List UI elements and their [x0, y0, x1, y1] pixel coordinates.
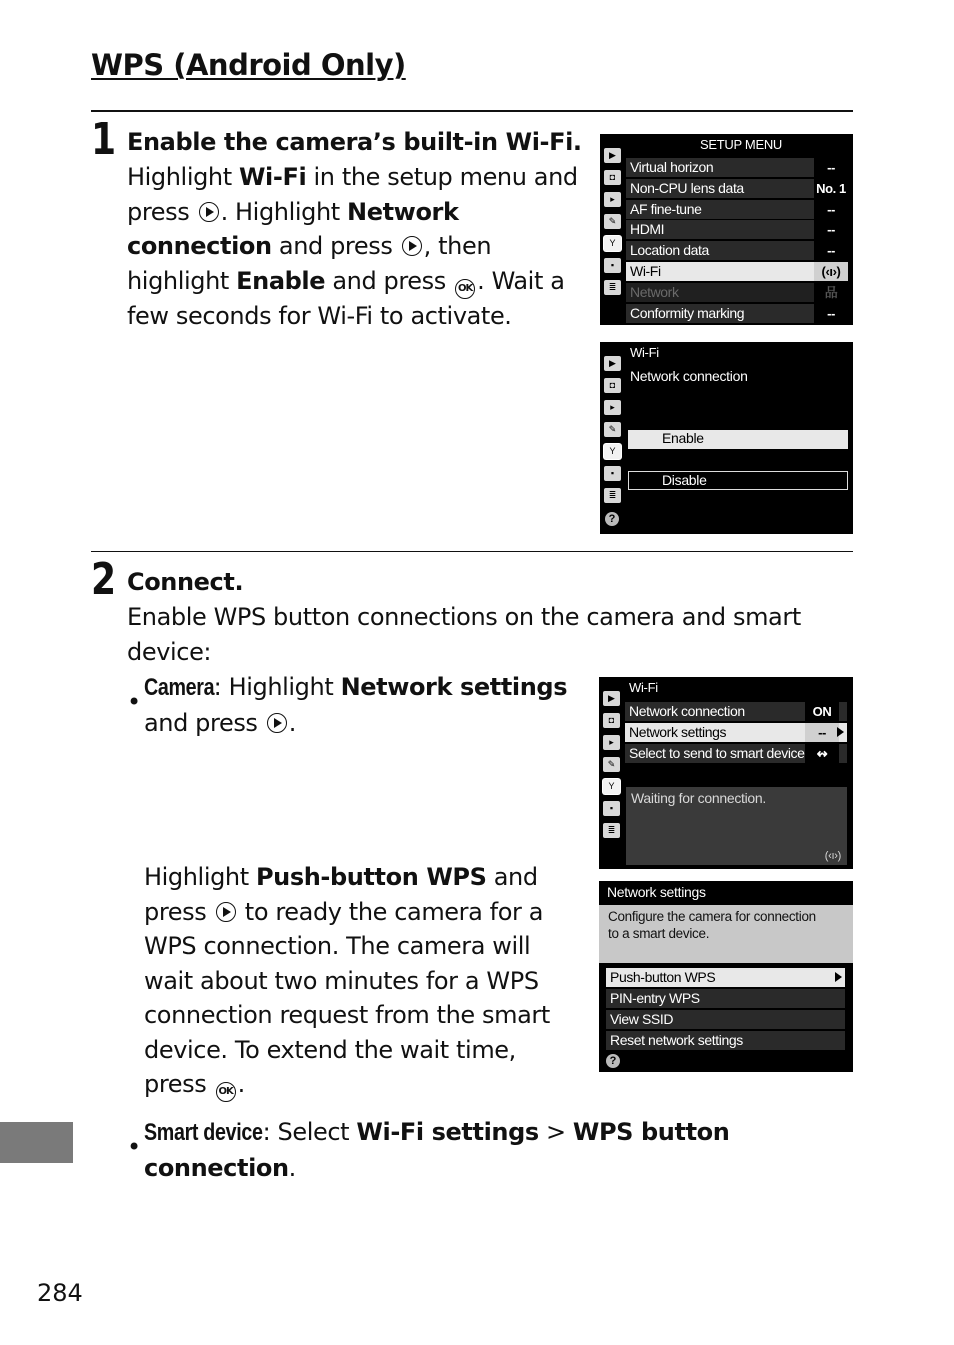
movie-menu-icon: ▸ — [604, 192, 621, 207]
my-menu-icon: ≣ — [603, 823, 620, 838]
menu-item-value: (‹ı›) — [814, 262, 848, 281]
text-line: wait about two minutes for a WPS — [144, 966, 539, 995]
retouch-menu-icon: ▪ — [603, 801, 620, 816]
wifi-network-settings-screen — [599, 677, 853, 869]
submenu-arrow-icon — [837, 727, 844, 737]
custom-settings-icon: ✎ — [603, 757, 620, 772]
menu-item-push-button-wps[interactable]: Push-button WPS — [606, 968, 845, 987]
chapter-tab — [0, 1122, 73, 1163]
bullet-camera: • — [127, 688, 142, 716]
screen-header: Wi-Fi — [629, 680, 658, 695]
menu-item-value: ↭ — [805, 744, 839, 763]
playback-menu-icon: ▶ — [604, 356, 621, 371]
screen-header: SETUP MENU — [700, 137, 782, 152]
multi-selector-right-icon — [216, 902, 236, 922]
movie-menu-icon: ▸ — [603, 735, 620, 750]
playback-menu-icon: ▶ — [603, 691, 620, 706]
menu-item-network-settings[interactable] — [625, 723, 847, 742]
menu-item-value: ON — [805, 702, 839, 721]
my-menu-icon: ≣ — [604, 280, 621, 295]
screen-header: Wi-Fi — [630, 345, 659, 360]
submenu-arrow-icon — [835, 972, 842, 982]
step-1-title: Enable the camera’s built-in Wi-Fi. — [127, 128, 582, 156]
option-enable[interactable]: Enable — [628, 430, 848, 449]
menu-sidebar — [600, 134, 624, 325]
menu-item-value: 品 — [814, 283, 848, 302]
wifi-signal-icon: (‹ı›) — [824, 850, 841, 862]
bullet-smart-device: • — [127, 1133, 142, 1161]
my-menu-icon: ≣ — [604, 488, 621, 503]
text-line: press OK . — [144, 1067, 550, 1102]
step-rule — [91, 551, 853, 552]
menu-item-label: Network connection — [629, 703, 745, 719]
menu-item-label: AF fine-tune — [630, 200, 702, 217]
smart-device-label: Smart device — [144, 1119, 263, 1146]
menu-item-value: -- — [814, 304, 848, 323]
wps-instruction — [144, 860, 550, 1102]
multi-selector-right-icon — [199, 202, 219, 222]
step-2-intro: Enable WPS button connections on the camera and smart device: — [127, 603, 801, 666]
menu-item-label: Non-CPU lens data — [630, 179, 744, 196]
step-1-number: 1 — [91, 114, 115, 165]
shooting-menu-icon: ◘ — [603, 713, 620, 728]
text-line: device. To extend the wait time, — [144, 1035, 516, 1064]
page-number: 284 — [37, 1279, 83, 1307]
menu-item-virtual-horizon[interactable] — [626, 158, 848, 177]
description-panel: Configure the camera for connection to a smart device. — [599, 905, 853, 963]
text-line: press to ready the camera for a — [144, 897, 544, 926]
movie-menu-icon: ▸ — [604, 400, 621, 415]
text-line: few seconds for Wi-Fi to activate. — [127, 301, 512, 330]
option-disable[interactable]: Disable — [628, 471, 848, 490]
text-line: connection request from the smart — [144, 1001, 550, 1029]
multi-selector-right-icon — [267, 713, 287, 733]
menu-item-non-cpu-lens-data[interactable] — [626, 179, 848, 198]
multi-selector-right-icon — [402, 236, 422, 256]
section-title: WPS (Android Only) — [91, 48, 406, 82]
menu-item-label: Location data — [630, 242, 709, 259]
status-panel — [626, 787, 847, 865]
menu-item-value: No. 1 — [814, 179, 848, 198]
menu-item-network-connection[interactable] — [625, 702, 847, 721]
wifi-network-connection-screen — [600, 342, 853, 534]
menu-item-af-fine-tune[interactable] — [626, 200, 848, 219]
menu-item-select-to-send-to-smart-device[interactable] — [625, 744, 847, 763]
text-line: WPS connection. The camera will — [144, 932, 531, 960]
menu-item-view-ssid[interactable]: View SSID — [606, 1010, 845, 1029]
help-icon: ? — [606, 1054, 620, 1068]
menu-sidebar — [600, 342, 624, 534]
text-line: highlight Enable and press OK . Wait a — [127, 264, 578, 299]
menu-item-pin-entry-wps[interactable]: PIN-entry WPS — [606, 989, 845, 1008]
menu-item-label: Select to send to smart device — [629, 745, 805, 761]
retouch-menu-icon: ▪ — [604, 258, 621, 273]
step-2-title: Connect. — [127, 568, 244, 596]
custom-settings-icon: ✎ — [604, 214, 621, 229]
camera-instruction: Camera: Highlight Network settings and press . — [144, 673, 568, 737]
menu-item-label: Conformity marking — [630, 304, 745, 321]
menu-item-location-data[interactable] — [626, 241, 848, 260]
setup-menu-icon: Y — [603, 779, 620, 794]
setup-menu-icon: Y — [604, 236, 621, 251]
shooting-menu-icon: ◘ — [604, 170, 621, 185]
title-rule — [91, 110, 853, 112]
menu-item-label: Wi-Fi — [630, 263, 661, 279]
retouch-menu-icon: ▪ — [604, 466, 621, 481]
menu-item-network[interactable] — [626, 283, 848, 302]
step-2-number: 2 — [91, 554, 115, 605]
menu-item-label: Network settings — [629, 724, 727, 740]
step-1-text — [127, 160, 578, 333]
menu-item-value: -- — [805, 723, 839, 742]
menu-item-conformity-marking[interactable] — [626, 304, 848, 323]
menu-sidebar — [599, 677, 623, 869]
screen-subheader: Network connection — [630, 368, 748, 384]
menu-item-value: -- — [814, 200, 848, 219]
menu-item-value: -- — [814, 158, 848, 177]
ok-button-icon: OK — [216, 1082, 236, 1102]
text-line: Highlight Push-button WPS and — [144, 863, 538, 891]
ok-button-icon: OK — [455, 279, 475, 299]
status-text: Waiting for connection. — [631, 790, 766, 806]
screen-header: Network settings — [607, 884, 706, 900]
menu-item-value: -- — [814, 220, 848, 239]
smart-device-instruction: Smart device: Select Wi-Fi settings > WPS button connection. — [144, 1118, 730, 1182]
help-icon: ? — [605, 512, 619, 526]
menu-item-label: Virtual horizon — [630, 159, 714, 175]
text-line: Highlight Wi-Fi in the setup menu and — [127, 163, 578, 191]
menu-item-hdmi[interactable] — [626, 220, 848, 239]
text-line: press . Highlight Network — [127, 197, 459, 226]
menu-item-value: -- — [814, 241, 848, 260]
setup-menu-screen — [600, 134, 853, 325]
setup-menu-icon: Y — [604, 444, 621, 459]
menu-item-label: Network — [630, 283, 679, 300]
menu-item-wi-fi[interactable] — [626, 262, 848, 281]
playback-menu-icon: ▶ — [604, 148, 621, 163]
network-settings-screen — [599, 881, 853, 1072]
custom-settings-icon: ✎ — [604, 422, 621, 437]
text-line: connection and press , then — [127, 232, 492, 260]
camera-label: Camera — [144, 674, 215, 701]
menu-item-label: HDMI — [630, 221, 665, 238]
shooting-menu-icon: ◘ — [604, 378, 621, 393]
menu-item-reset-network-settings[interactable]: Reset network settings — [606, 1031, 845, 1050]
